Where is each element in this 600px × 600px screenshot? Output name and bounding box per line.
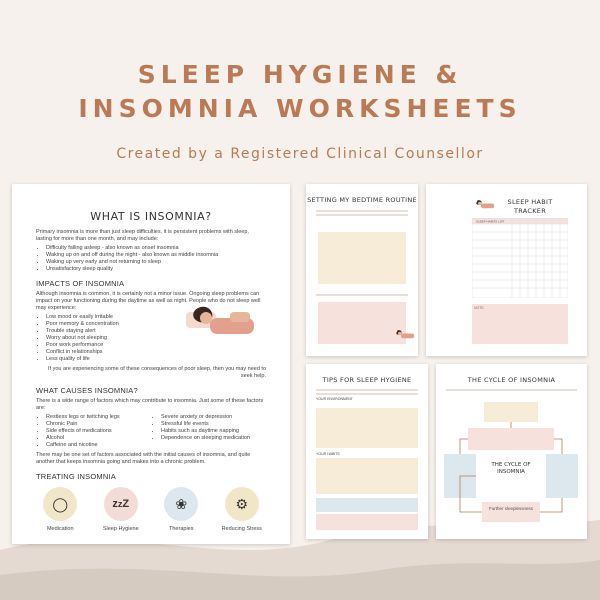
sleep-hygiene-tips-page — [306, 364, 428, 539]
treatment-label: Sleep Hygiene — [102, 526, 139, 532]
list-item: • Stressful life events — [161, 421, 266, 428]
causes-paragraph: There is a wide range of factors which may contribute to insomnia. Just some of these factors are: — [36, 398, 264, 411]
tracker-grid — [472, 218, 568, 298]
treatment-label: Medication — [46, 526, 74, 532]
treatment-reducing-stress — [212, 487, 272, 532]
intro-list — [46, 245, 290, 273]
zzz-icon: z z Z — [104, 487, 138, 521]
head-icon: ⚙ — [225, 487, 259, 521]
list-item: • Trouble staying alert — [46, 328, 290, 335]
section-heading: YOUR ENVIRONMENT — [316, 397, 353, 401]
page-title: SETTING MY BEDTIME ROUTINE — [307, 196, 417, 204]
list-item: • Difficulty falling asleep - also known as onset insomnia — [46, 245, 290, 252]
causes-list-left — [46, 414, 151, 449]
treatment-medication — [30, 487, 90, 532]
pills-icon: ◯ — [43, 487, 77, 521]
cycle-of-insomnia-page — [436, 364, 587, 539]
list-item: • Chronic Pain — [46, 421, 151, 428]
impacts-heading: IMPACTS OF INSOMNIA — [36, 279, 125, 288]
cycle-bottom-box: Further sleeplessness — [482, 502, 540, 522]
list-item: • Worry about not sleeping — [46, 335, 290, 342]
tracker-column-header: SLEEP HABITS LIST — [476, 219, 505, 224]
causes-note: There may be one set of factors associated with the initial causes of insomnia, and quite another that keeps insomnia going and makes into a chronic problem. — [36, 452, 251, 465]
treatment-label: Reducing Stress — [221, 526, 262, 532]
list-item: • Side effects of medications — [46, 428, 151, 435]
treatment-sleep-hygiene — [91, 487, 151, 532]
list-item: • Severe anxiety or depression — [161, 414, 266, 421]
main-title — [0, 58, 600, 126]
list-item: • Conflict in relationships — [46, 349, 290, 356]
list-item: • Waking up very early and not returning to sleep — [46, 259, 290, 266]
page-title: SLEEP HABIT TRACKER — [507, 198, 553, 215]
cycle-center-label: THE CYCLE OF INSOMNIA — [491, 462, 531, 475]
help-note: If you are experiencing some of these consequences of poor sleep, then you may need to seek help. — [48, 366, 266, 379]
list-item: • Less quality of life — [46, 356, 290, 363]
title-line-1: SLEEP HYGIENE & — [137, 60, 463, 89]
list-item: • Caffeine and nicotine — [46, 442, 151, 449]
bedtime-routine-page — [306, 184, 418, 356]
subtitle: Created by a Registered Clinical Counsellor — [116, 146, 484, 162]
list-item: • Poor memory & concentration — [46, 321, 290, 328]
sleep-habit-tracker-page — [426, 184, 587, 356]
causes-list-right — [161, 414, 266, 449]
title-line-2: INSOMNIA WORKSHEETS — [78, 94, 522, 123]
sleeping-woman-illustration — [392, 328, 416, 342]
impacts-paragraph: Although insomnia is common, it is certainly not a minor issue. Ongoing sleep problems can impact on your functioning during the daytime as well as night. People who do not sleep well may experience: — [36, 291, 261, 311]
notes-box — [472, 304, 568, 344]
sleeping-woman-illustration — [180, 302, 260, 344]
causes-columns — [36, 412, 266, 449]
treatment-therapies — [151, 487, 211, 532]
treatment-label: Therapies — [169, 526, 194, 532]
list-item: • Unsatisfactory sleep quality — [46, 266, 290, 273]
list-item: • Waking up on and off during the night - also known as middle insomnia — [46, 252, 290, 259]
sleeping-woman-illustration — [472, 198, 496, 212]
treatments-row — [30, 487, 272, 532]
list-item: • Habits such as daytime napping — [161, 428, 266, 435]
page-title: THE CYCLE OF INSOMNIA — [467, 376, 556, 384]
list-item: • Alcohol — [46, 435, 151, 442]
list-item: • Poor work performance — [46, 342, 290, 349]
list-item: • Dependence on sleeping medication — [161, 435, 266, 442]
page-title: WHAT IS INSOMNIA? — [90, 210, 212, 223]
brain-icon: ❀ — [164, 487, 198, 521]
notes-label: NOTE — [474, 306, 484, 310]
section-heading: YOUR HABITS — [316, 452, 340, 456]
treating-heading: TREATING INSOMNIA — [36, 472, 116, 481]
cycle-arrows — [436, 364, 587, 539]
insomnia-worksheet-page — [12, 184, 290, 544]
causes-heading: WHAT CAUSES INSOMNIA? — [36, 386, 138, 395]
list-item: • Low mood or easily irritable — [46, 314, 290, 321]
intro-paragraph: Primary insomnia is more than just sleep difficulties, it is persistent problems with sleep, lasting for more than one month, and may include: — [36, 229, 249, 242]
list-item: • Restless legs or twitching legs — [46, 414, 151, 421]
page-title: TIPS FOR SLEEP HYGIENE — [322, 376, 412, 384]
